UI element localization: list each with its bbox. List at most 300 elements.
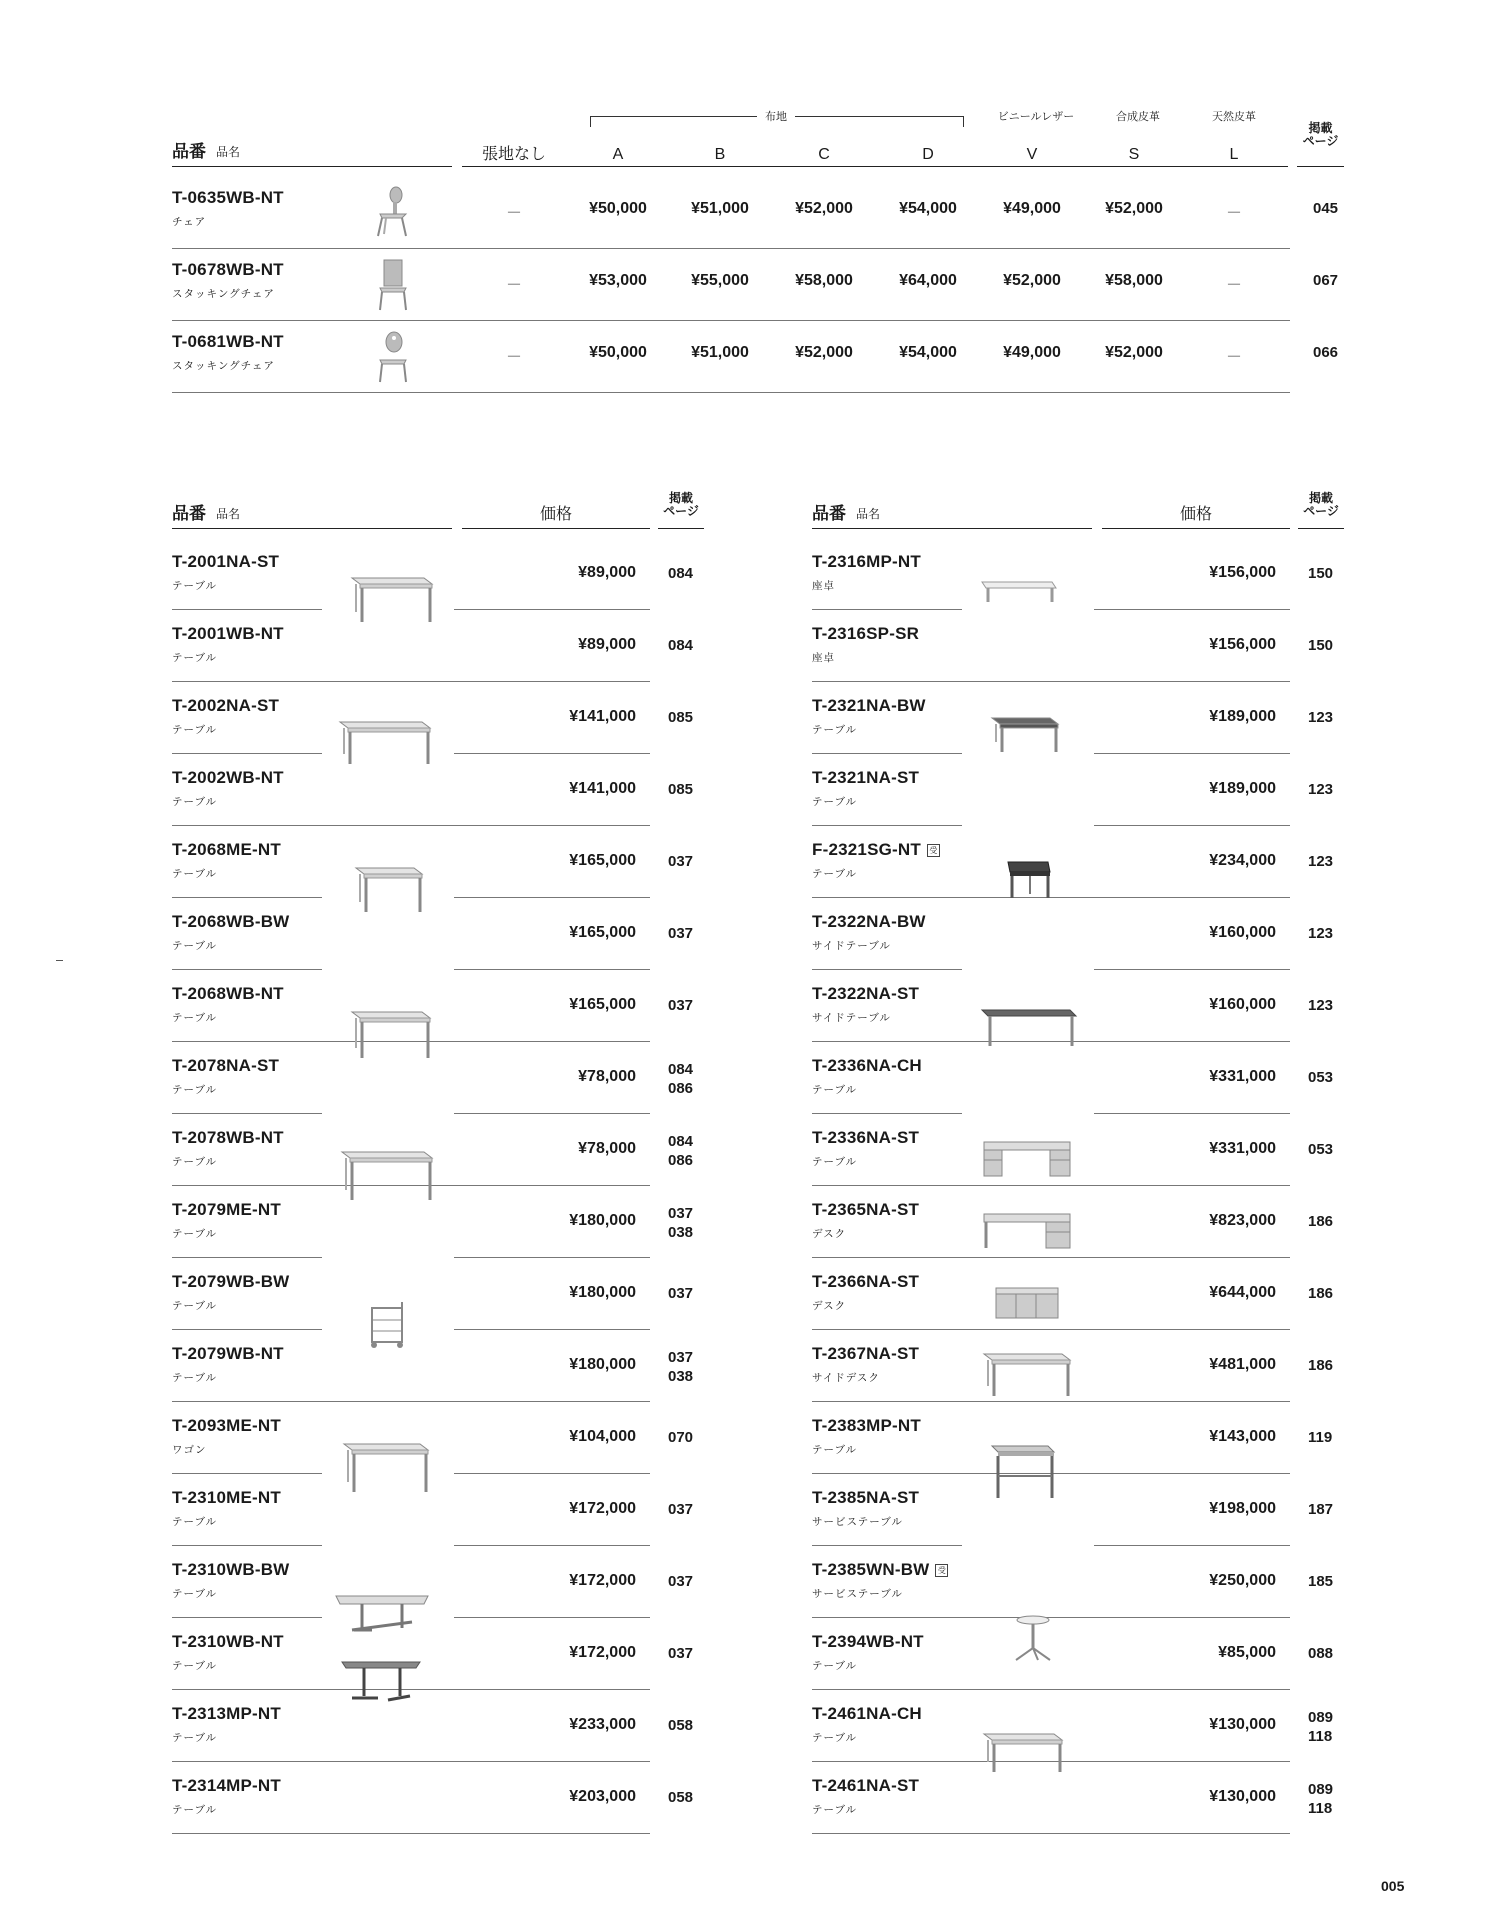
product-code-text: T-2079WB-NT bbox=[172, 1344, 284, 1363]
product-name: テーブル bbox=[172, 1732, 218, 1744]
stacking-chair-image bbox=[372, 258, 412, 312]
product-code bbox=[812, 1704, 922, 1724]
price-c: ¥58,000 bbox=[795, 272, 853, 289]
page-number-ref: 185 bbox=[1308, 1573, 1334, 1590]
made-to-order-badge: 受 bbox=[935, 1564, 948, 1577]
product-name: テーブル bbox=[172, 1372, 218, 1384]
product-code-text: T-2079ME-NT bbox=[172, 1200, 281, 1219]
page-number-ref: 053 bbox=[1308, 1141, 1334, 1158]
chair-table-header bbox=[172, 121, 1344, 168]
price-header-label: 価格 bbox=[539, 506, 573, 523]
product-code-text: T-2336NA-CH bbox=[812, 1056, 922, 1075]
price: ¥250,000 bbox=[1209, 1572, 1276, 1589]
product-code-text: T-2316MP-NT bbox=[812, 552, 921, 571]
product-code: T-0681WB-NT bbox=[172, 332, 284, 351]
product-code bbox=[812, 696, 926, 716]
product-name: チェア bbox=[172, 216, 207, 228]
page-ref bbox=[1308, 1284, 1333, 1303]
product-code bbox=[172, 1776, 281, 1796]
price: ¥143,000 bbox=[1209, 1428, 1276, 1445]
product-name-header: 品名 bbox=[856, 507, 881, 521]
product-code bbox=[172, 1416, 281, 1436]
price-header-label: 価格 bbox=[1179, 506, 1213, 523]
long-table-image bbox=[978, 1006, 1078, 1052]
product-code-text: T-2310ME-NT bbox=[172, 1488, 281, 1507]
page-number-ref: 085 bbox=[668, 709, 694, 726]
vinyl-group-label: ビニールレザー bbox=[997, 111, 1075, 123]
price: ¥823,000 bbox=[1209, 1212, 1276, 1229]
table-image bbox=[336, 718, 432, 766]
page-number-ref: 037 bbox=[668, 1573, 694, 1590]
product-name: テーブル bbox=[812, 1084, 858, 1096]
product-code bbox=[812, 1632, 924, 1652]
price: ¥156,000 bbox=[1209, 636, 1276, 653]
page-ref-header-line1: 掲載 bbox=[668, 491, 693, 505]
side-table-image bbox=[1002, 858, 1054, 904]
product-name: テーブル bbox=[172, 1012, 218, 1024]
column-header-l: L bbox=[1229, 146, 1239, 163]
page-number-ref: 186 bbox=[1308, 1285, 1334, 1302]
page-ref bbox=[668, 636, 693, 655]
page-ref-header-line2: ページ bbox=[1303, 504, 1339, 518]
product-code-text: T-2385WN-BW bbox=[812, 1560, 930, 1579]
page-ref bbox=[1308, 1356, 1333, 1375]
product-code bbox=[812, 1056, 922, 1076]
price-d: ¥54,000 bbox=[899, 200, 957, 217]
price: ¥160,000 bbox=[1209, 996, 1276, 1013]
made-to-order-badge: 受 bbox=[927, 844, 940, 857]
product-name: テーブル bbox=[812, 1444, 858, 1456]
table-row bbox=[172, 176, 1290, 249]
price: ¥172,000 bbox=[569, 1572, 636, 1589]
page-number-ref: 186 bbox=[1308, 1213, 1334, 1230]
page-number-ref: 084 bbox=[668, 637, 694, 654]
price-b: ¥55,000 bbox=[691, 272, 749, 289]
price: ¥156,000 bbox=[1209, 564, 1276, 581]
service-table-image bbox=[988, 1442, 1058, 1504]
chair-image bbox=[372, 186, 412, 238]
product-code-text: T-2310WB-NT bbox=[172, 1632, 284, 1651]
product-code-header: 品番 bbox=[172, 504, 206, 523]
page-ref bbox=[1308, 1644, 1333, 1663]
product-code-text: T-2367NA-ST bbox=[812, 1344, 920, 1363]
price: ¥78,000 bbox=[578, 1068, 636, 1085]
margin-mark bbox=[56, 960, 63, 961]
product-name: スタッキングチェア bbox=[172, 360, 275, 372]
page-number-ref: 089 bbox=[1308, 1709, 1334, 1726]
product-code bbox=[172, 984, 284, 1004]
page-ref bbox=[668, 780, 693, 799]
table-row bbox=[812, 754, 1334, 826]
price: ¥165,000 bbox=[569, 852, 636, 869]
price-d: ¥64,000 bbox=[899, 272, 957, 289]
price: ¥130,000 bbox=[1209, 1716, 1276, 1733]
product-code-text: T-2321NA-BW bbox=[812, 696, 926, 715]
left-table-header bbox=[172, 491, 766, 530]
table-row bbox=[812, 610, 1334, 682]
price: ¥180,000 bbox=[569, 1356, 636, 1373]
wagon-image bbox=[366, 1298, 410, 1350]
page-ref bbox=[1308, 1068, 1333, 1087]
product-code-text: T-2366NA-ST bbox=[812, 1272, 920, 1291]
product-code bbox=[812, 1272, 919, 1292]
product-name: テーブル bbox=[172, 1156, 218, 1168]
row-divider bbox=[172, 1833, 650, 1834]
product-code bbox=[172, 1632, 284, 1652]
product-code bbox=[172, 1272, 289, 1292]
product-name: テーブル bbox=[172, 868, 218, 880]
price: ¥165,000 bbox=[569, 924, 636, 941]
price-columns-header bbox=[462, 136, 1288, 167]
product-code-text: T-2336NA-ST bbox=[812, 1128, 920, 1147]
page-ref-header-line1: 掲載 bbox=[1308, 121, 1333, 135]
page-number-ref: 089 bbox=[1308, 1781, 1334, 1798]
product-code-text: T-2316SP-SR bbox=[812, 624, 920, 643]
product-name: サービステーブル bbox=[812, 1516, 903, 1528]
product-name: スタッキングチェア bbox=[172, 288, 275, 300]
price-none: － bbox=[505, 349, 523, 366]
table-row bbox=[812, 898, 1334, 970]
product-code: T-0678WB-NT bbox=[172, 260, 284, 279]
product-header bbox=[812, 494, 1092, 529]
page-ref bbox=[1308, 1500, 1333, 1519]
page-ref-header-line1: 掲載 bbox=[1308, 491, 1333, 505]
product-name: ワゴン bbox=[172, 1444, 207, 1456]
page-number-ref: 118 bbox=[1308, 1728, 1333, 1745]
product-code-header: 品番 bbox=[172, 142, 206, 161]
page-number-ref: 038 bbox=[668, 1224, 694, 1241]
price-header bbox=[462, 494, 650, 529]
table-image bbox=[980, 1350, 1072, 1398]
page-number-ref: 037 bbox=[668, 1349, 694, 1366]
page-number-ref: 037 bbox=[668, 1501, 694, 1518]
product-code-text: T-2078WB-NT bbox=[172, 1128, 284, 1147]
product-code-text: T-2068ME-NT bbox=[172, 840, 281, 859]
product-code bbox=[812, 1344, 919, 1364]
product-name: テーブル bbox=[172, 1660, 218, 1672]
price: ¥141,000 bbox=[569, 780, 636, 797]
page-ref bbox=[668, 1284, 693, 1303]
product-name: テーブル bbox=[812, 1804, 858, 1816]
natural-group-label: 天然皮革 bbox=[1212, 111, 1256, 123]
price: ¥233,000 bbox=[569, 1716, 636, 1733]
page-ref bbox=[1308, 564, 1333, 583]
price: ¥180,000 bbox=[569, 1284, 636, 1301]
page-number-ref: 123 bbox=[1308, 853, 1334, 870]
product-code-text: T-2001WB-NT bbox=[172, 624, 284, 643]
price: ¥89,000 bbox=[578, 636, 636, 653]
page-ref bbox=[1308, 1212, 1333, 1231]
price-c: ¥52,000 bbox=[795, 344, 853, 361]
price: ¥85,000 bbox=[1218, 1644, 1276, 1661]
page-ref: 067 bbox=[1313, 272, 1339, 289]
product-code-text: T-2365NA-ST bbox=[812, 1200, 920, 1219]
product-name: テーブル bbox=[172, 796, 218, 808]
page-number-ref: 037 bbox=[668, 997, 694, 1014]
page-ref bbox=[668, 1428, 693, 1447]
low-table-image bbox=[978, 578, 1058, 610]
page-number-ref: 088 bbox=[1308, 1645, 1334, 1662]
product-code-text: T-2001NA-ST bbox=[172, 552, 280, 571]
price: ¥198,000 bbox=[1209, 1500, 1276, 1517]
product-name: テーブル bbox=[812, 724, 858, 736]
product-name: 座卓 bbox=[812, 652, 835, 664]
page-ref bbox=[1308, 1780, 1333, 1818]
product-code bbox=[172, 1344, 284, 1364]
page-number-ref: 037 bbox=[668, 1205, 694, 1222]
product-code bbox=[172, 696, 279, 716]
page-ref bbox=[1308, 780, 1333, 799]
price-l: － bbox=[1225, 205, 1243, 222]
product-code bbox=[172, 1056, 279, 1076]
product-code-text: T-2002WB-NT bbox=[172, 768, 284, 787]
page-number-ref: 150 bbox=[1308, 637, 1334, 654]
product-name: テーブル bbox=[172, 1084, 218, 1096]
page-ref bbox=[668, 1500, 693, 1519]
column-header-s: S bbox=[1128, 146, 1140, 163]
product-code bbox=[812, 1560, 948, 1580]
product-code bbox=[812, 1416, 921, 1436]
price-s: ¥52,000 bbox=[1105, 200, 1163, 217]
product-name: テーブル bbox=[172, 1516, 218, 1528]
column-header-d: D bbox=[922, 146, 934, 163]
price-v: ¥49,000 bbox=[1003, 200, 1061, 217]
product-code bbox=[812, 768, 919, 788]
page-ref bbox=[668, 1644, 693, 1663]
product-code bbox=[812, 1128, 919, 1148]
table-row bbox=[172, 1258, 694, 1330]
page-ref: 045 bbox=[1313, 200, 1339, 217]
price: ¥234,000 bbox=[1209, 852, 1276, 869]
page-ref bbox=[1308, 1708, 1333, 1746]
page-number-ref: 084 bbox=[668, 1133, 694, 1150]
product-code-text: T-2385NA-ST bbox=[812, 1488, 920, 1507]
product-code-text: T-2383MP-NT bbox=[812, 1416, 921, 1435]
price-b: ¥51,000 bbox=[691, 344, 749, 361]
column-header-a: A bbox=[612, 146, 624, 163]
page-number-ref: 084 bbox=[668, 1061, 694, 1078]
side-desk-image bbox=[992, 1284, 1062, 1326]
product-code bbox=[812, 624, 919, 644]
product-code-text: T-2322NA-ST bbox=[812, 984, 920, 1003]
price-c: ¥52,000 bbox=[795, 200, 853, 217]
page-number-ref: 085 bbox=[668, 781, 694, 798]
page-ref bbox=[1308, 996, 1333, 1015]
product-code bbox=[172, 840, 281, 860]
product-code-text: T-2093ME-NT bbox=[172, 1416, 281, 1435]
price: ¥203,000 bbox=[569, 1788, 636, 1805]
page-number-ref: 058 bbox=[668, 1717, 694, 1734]
table-row bbox=[172, 320, 1290, 393]
page-ref-header-line2: ページ bbox=[1302, 134, 1339, 148]
price: ¥160,000 bbox=[1209, 924, 1276, 941]
product-code-text: T-2394WB-NT bbox=[812, 1632, 924, 1651]
page-number-ref: 186 bbox=[1308, 1357, 1334, 1374]
product-name: テーブル bbox=[812, 1156, 858, 1168]
table-image bbox=[338, 1658, 424, 1706]
price-header bbox=[1102, 494, 1290, 529]
table-image bbox=[980, 1730, 1064, 1774]
product-code-text: T-2079WB-BW bbox=[172, 1272, 290, 1291]
table-image bbox=[348, 574, 434, 624]
product-code-text: T-2313MP-NT bbox=[172, 1704, 281, 1723]
product-code bbox=[172, 624, 284, 644]
table-row bbox=[812, 1546, 1334, 1618]
page-ref bbox=[668, 1788, 693, 1807]
price-l: － bbox=[1225, 277, 1243, 294]
product-code bbox=[812, 552, 921, 572]
page-ref-header bbox=[1298, 492, 1344, 529]
page-ref bbox=[668, 1132, 693, 1170]
table-image bbox=[352, 864, 424, 914]
product-name: サービステーブル bbox=[812, 1588, 903, 1600]
price: ¥104,000 bbox=[569, 1428, 636, 1445]
product-name: テーブル bbox=[812, 796, 858, 808]
page-ref bbox=[1308, 1428, 1332, 1447]
page-ref bbox=[668, 1348, 693, 1386]
page-number-ref: 150 bbox=[1308, 565, 1334, 582]
page-ref bbox=[668, 1572, 693, 1591]
page-ref bbox=[1308, 1140, 1333, 1159]
product-code: T-0635WB-NT bbox=[172, 188, 284, 207]
page-ref bbox=[1308, 1572, 1333, 1591]
product-code-text: T-2314MP-NT bbox=[172, 1776, 281, 1795]
page-ref bbox=[668, 564, 693, 583]
price-d: ¥54,000 bbox=[899, 344, 957, 361]
page-ref bbox=[668, 1716, 693, 1735]
product-name: デスク bbox=[812, 1228, 847, 1240]
table-row bbox=[172, 1330, 694, 1402]
page-number-ref: 118 bbox=[1308, 1800, 1333, 1817]
product-name: テーブル bbox=[172, 652, 218, 664]
page-ref bbox=[1308, 924, 1333, 943]
product-code bbox=[812, 912, 926, 932]
page-number-ref: 053 bbox=[1308, 1069, 1334, 1086]
page-ref bbox=[1308, 708, 1333, 727]
row-divider bbox=[812, 1833, 1290, 1834]
page-ref bbox=[668, 852, 693, 871]
product-name: テーブル bbox=[172, 724, 218, 736]
page-ref-header bbox=[658, 492, 704, 529]
price-none: － bbox=[505, 277, 523, 294]
page-ref-header bbox=[1297, 122, 1344, 167]
page-ref bbox=[668, 1204, 693, 1242]
page-ref bbox=[668, 708, 693, 727]
product-name: テーブル bbox=[172, 1228, 218, 1240]
page-number-ref: 123 bbox=[1308, 781, 1334, 798]
price-a: ¥50,000 bbox=[589, 344, 647, 361]
price-l: － bbox=[1225, 349, 1243, 366]
product-code-text: T-2321NA-ST bbox=[812, 768, 920, 787]
round-table-image bbox=[1008, 1614, 1058, 1664]
page-number-ref: 038 bbox=[668, 1368, 694, 1385]
page-ref bbox=[1308, 852, 1333, 871]
product-code-text: T-2068WB-BW bbox=[172, 912, 290, 931]
product-name-header: 品名 bbox=[216, 145, 241, 159]
price: ¥331,000 bbox=[1209, 1068, 1276, 1085]
page-number-ref: 119 bbox=[1308, 1429, 1333, 1446]
product-code bbox=[172, 1488, 281, 1508]
table-row bbox=[172, 1762, 694, 1834]
product-code bbox=[172, 1704, 281, 1724]
page-number-ref: 123 bbox=[1308, 709, 1334, 726]
price: ¥331,000 bbox=[1209, 1140, 1276, 1157]
column-header-v: V bbox=[1026, 146, 1038, 163]
product-code-text: F-2321SG-NT bbox=[812, 840, 921, 859]
column-header-c: C bbox=[818, 146, 830, 163]
page-ref: 066 bbox=[1313, 344, 1339, 361]
product-name: テーブル bbox=[812, 868, 858, 880]
product-name: サイドテーブル bbox=[812, 1012, 891, 1024]
table-image bbox=[338, 1148, 434, 1202]
table-image bbox=[332, 1592, 432, 1636]
product-name-header: 品名 bbox=[216, 507, 241, 521]
product-name: テーブル bbox=[172, 1588, 218, 1600]
product-header bbox=[172, 136, 452, 167]
product-name: サイドテーブル bbox=[812, 940, 891, 952]
price-a: ¥50,000 bbox=[589, 200, 647, 217]
price-s: ¥58,000 bbox=[1105, 272, 1163, 289]
price: ¥130,000 bbox=[1209, 1788, 1276, 1805]
table-row bbox=[172, 248, 1290, 321]
product-code bbox=[172, 1128, 284, 1148]
price-v: ¥49,000 bbox=[1003, 344, 1061, 361]
page-ref bbox=[668, 1060, 693, 1098]
page-number-ref: 070 bbox=[668, 1429, 694, 1446]
page-number-ref: 084 bbox=[668, 565, 694, 582]
product-code bbox=[812, 840, 940, 860]
product-code bbox=[812, 984, 919, 1004]
product-name: テーブル bbox=[812, 1732, 858, 1744]
price-v: ¥52,000 bbox=[1003, 272, 1061, 289]
page-ref-header-line2: ページ bbox=[663, 504, 699, 518]
price: ¥180,000 bbox=[569, 1212, 636, 1229]
synthetic-group-label: 合成皮革 bbox=[1116, 111, 1160, 123]
product-name: テーブル bbox=[172, 1804, 218, 1816]
price-b: ¥51,000 bbox=[691, 200, 749, 217]
price-none: － bbox=[505, 205, 523, 222]
table-image bbox=[340, 1440, 430, 1494]
product-code bbox=[172, 768, 284, 788]
page-number-ref: 037 bbox=[668, 925, 694, 942]
page-number: 005 bbox=[1381, 1878, 1405, 1894]
product-code bbox=[172, 1200, 281, 1220]
page-ref bbox=[1308, 636, 1333, 655]
price-a: ¥53,000 bbox=[589, 272, 647, 289]
table-image bbox=[348, 1008, 432, 1060]
product-header bbox=[172, 494, 452, 529]
price: ¥644,000 bbox=[1209, 1284, 1276, 1301]
dark-table-image bbox=[988, 714, 1060, 754]
page-number-ref: 123 bbox=[1308, 925, 1334, 942]
price: ¥481,000 bbox=[1209, 1356, 1276, 1373]
page-number-ref: 123 bbox=[1308, 997, 1334, 1014]
product-name: テーブル bbox=[812, 1660, 858, 1672]
fabric-group-label: 布地 bbox=[757, 108, 795, 124]
column-header-b: B bbox=[714, 146, 726, 163]
page-number-ref: 187 bbox=[1308, 1501, 1334, 1518]
page-number-ref: 086 bbox=[668, 1080, 694, 1097]
product-name: テーブル bbox=[172, 940, 218, 952]
product-code-text: T-2461NA-ST bbox=[812, 1776, 920, 1795]
page-number-ref: 037 bbox=[668, 853, 694, 870]
page-ref bbox=[668, 924, 693, 943]
product-code bbox=[172, 1560, 289, 1580]
page-ref bbox=[668, 996, 693, 1015]
price: ¥165,000 bbox=[569, 996, 636, 1013]
product-name: 座卓 bbox=[812, 580, 835, 592]
product-code bbox=[172, 912, 289, 932]
